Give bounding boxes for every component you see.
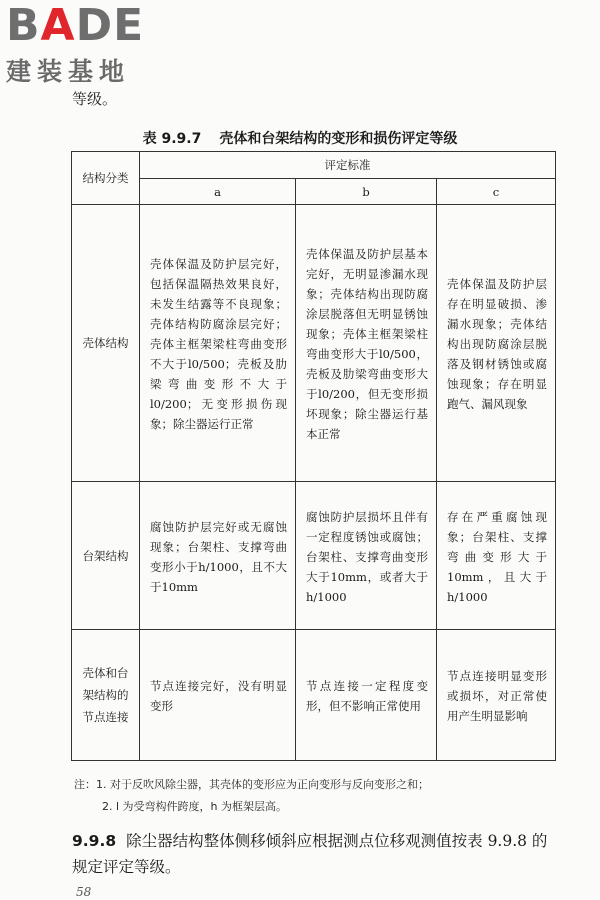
table-title: 壳体和台架结构的变形和损伤评定等级: [219, 131, 458, 147]
cell-grade-a: 节点连接完好，没有明显变形: [140, 630, 296, 761]
continuation-text: 等级。: [72, 90, 118, 108]
table-number: 表 9.9.7: [142, 131, 202, 147]
cell-grade-c: 壳体保温及防护层存在明显破损、渗漏水现象；壳体结构出现防腐涂层脱落及钢材锈蚀或腐蚀现象；存在明显跑气、漏风现象: [437, 205, 556, 482]
table-row: [72, 205, 556, 482]
header-grade-b: b: [296, 179, 437, 205]
header-grade-c: c: [437, 179, 556, 205]
cell-grade-b: 节点连接一定程度变形，但不影响正常使用: [296, 630, 437, 761]
table-row: [72, 482, 556, 630]
header-category: 结构分类: [72, 152, 140, 205]
row-category: 壳体结构: [72, 205, 140, 482]
section-paragraph: [72, 828, 558, 880]
header-criteria: 评定标准: [140, 152, 556, 179]
cell-grade-c: 存在严重腐蚀现象；台架柱、支撑弯曲变形大于10mm，且大于h/1000: [437, 482, 556, 630]
header-grade-a: a: [140, 179, 296, 205]
section-text: 除尘器结构整体侧移倾斜应根据测点位移观测值按表 9.9.8 的规定评定等级。: [72, 832, 548, 876]
logo: [6, 0, 186, 88]
section-number: 9.9.8: [72, 832, 117, 850]
row-category: 壳体和台架结构的节点连接: [72, 630, 140, 761]
cell-grade-b: 腐蚀防护层损坏且伴有一定程度锈蚀或腐蚀；台架柱、支撑弯曲变形大于10mm，或者大于h/1000: [296, 482, 437, 630]
cell-grade-c: 节点连接明显变形或损坏，对正常使用产生明显影响: [437, 630, 556, 761]
assessment-table: [71, 151, 556, 761]
row-category: 台架结构: [72, 482, 140, 630]
table-caption: [0, 128, 600, 148]
table-notes: [74, 774, 429, 818]
page-number: 58: [76, 885, 92, 899]
logo-brand: BADE: [6, 0, 145, 51]
cell-grade-b: 壳体保温及防护层基本完好，无明显渗漏水现象；壳体结构出现防腐涂层脱落但无明显锈蚀现象；壳体主框架梁柱弯曲变形大于l0/500，壳板及肋梁弯曲变形大于l0/200，但无变形损坏现象；除尘器运行基本正常: [296, 205, 437, 482]
cell-grade-a: 腐蚀防护层完好或无腐蚀现象；台架柱、支撑弯曲变形小于h/1000，且不大于10mm: [140, 482, 296, 630]
cell-grade-a: 壳体保温及防护层完好，包括保温隔热效果良好，未发生结露等不良现象；壳体结构防腐涂层完好；壳体主框架梁柱弯曲变形不大于l0/500；壳板及肋梁弯曲变形不大于l0/200；无变形损伤现象；除尘器运行正常: [140, 205, 296, 482]
table-row: [72, 630, 556, 761]
logo-subtitle: 建装基地: [6, 57, 131, 86]
note-1: 注：1. 对于反吹风除尘器，其壳体的变形应为正向变形与反向变形之和；: [74, 778, 429, 791]
note-2: 2. l 为受弯构件跨度，h 为框架层高。: [102, 800, 288, 813]
